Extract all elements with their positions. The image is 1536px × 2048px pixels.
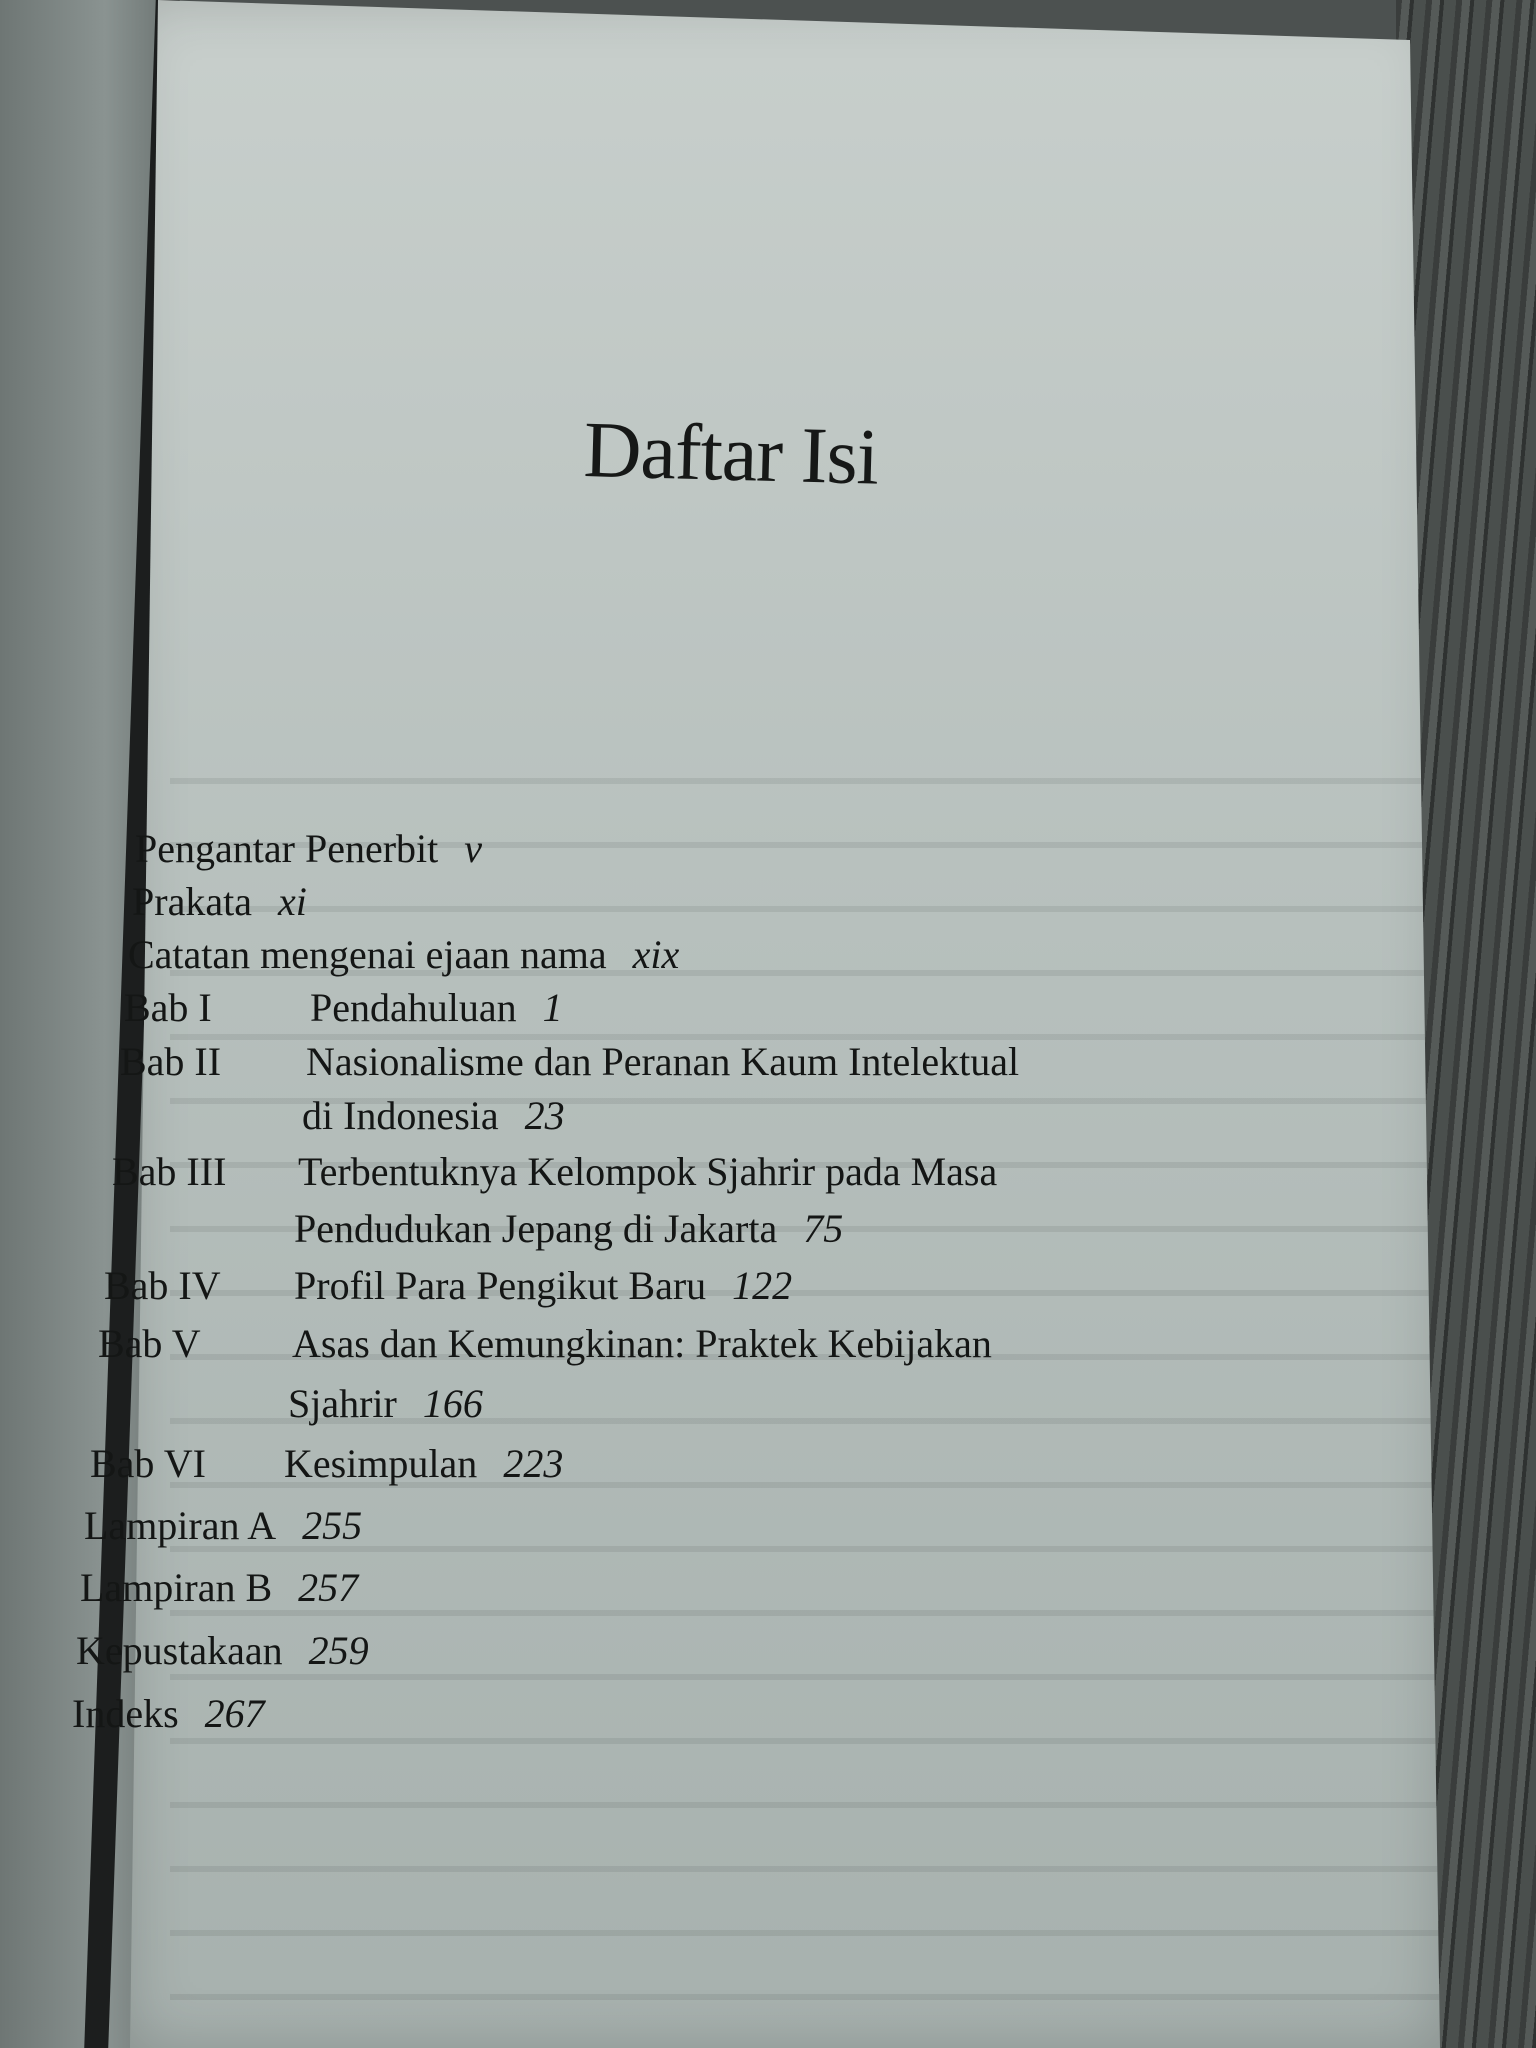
chapter-label: Bab VI bbox=[90, 1441, 206, 1486]
toc-page-number: 257 bbox=[298, 1565, 359, 1610]
toc-title: Prakata xi bbox=[132, 879, 307, 924]
toc-title: Nasionalisme dan Peranan Kaum Intelektual bbox=[306, 1039, 1020, 1084]
toc-title: Pengantar Penerbit v bbox=[135, 826, 483, 871]
toc-title: Terbentuknya Kelompok Sjahrir pada Masa bbox=[298, 1149, 998, 1194]
toc-page-number: 259 bbox=[308, 1628, 369, 1673]
toc-page-number: 166 bbox=[422, 1381, 483, 1426]
toc-title: Catatan mengenai ejaan nama xix bbox=[128, 932, 680, 977]
toc-title: Pendahuluan 1 bbox=[310, 985, 563, 1030]
toc-title: di Indonesia 23 bbox=[302, 1093, 565, 1138]
toc-page-number: v bbox=[464, 826, 483, 871]
page-title: Daftar Isi bbox=[582, 405, 880, 502]
toc-title: Profil Para Pengikut Baru 122 bbox=[294, 1263, 793, 1308]
toc-page-number: 223 bbox=[503, 1441, 564, 1486]
toc-page-number: xix bbox=[632, 932, 680, 977]
chapter-label: Bab I bbox=[124, 985, 212, 1030]
toc-page-number: 267 bbox=[204, 1691, 265, 1736]
toc-title: Kepustakaan 259 bbox=[76, 1628, 369, 1673]
toc-page-number: 255 bbox=[302, 1503, 363, 1548]
toc-page-number: xi bbox=[277, 879, 307, 924]
chapter-label: Bab IV bbox=[104, 1263, 221, 1308]
toc-page-number: 122 bbox=[732, 1263, 793, 1308]
chapter-label: Bab V bbox=[98, 1321, 201, 1366]
toc-title: Lampiran A 255 bbox=[84, 1503, 363, 1548]
toc-title: Kesimpulan 223 bbox=[284, 1441, 564, 1486]
toc-page-number: 23 bbox=[524, 1093, 565, 1138]
toc-page-number: 1 bbox=[542, 985, 563, 1030]
toc-title: Asas dan Kemungkinan: Praktek Kebijakan bbox=[292, 1321, 992, 1366]
toc-title: Sjahrir 166 bbox=[288, 1381, 483, 1426]
chapter-label: Bab II bbox=[120, 1039, 222, 1084]
toc-title: Pendudukan Jepang di Jakarta 75 bbox=[294, 1206, 844, 1251]
toc-title: Indeks 267 bbox=[72, 1691, 265, 1736]
toc-page-number: 75 bbox=[803, 1206, 844, 1251]
chapter-label: Bab III bbox=[112, 1149, 227, 1194]
toc-title: Lampiran B 257 bbox=[80, 1565, 359, 1610]
